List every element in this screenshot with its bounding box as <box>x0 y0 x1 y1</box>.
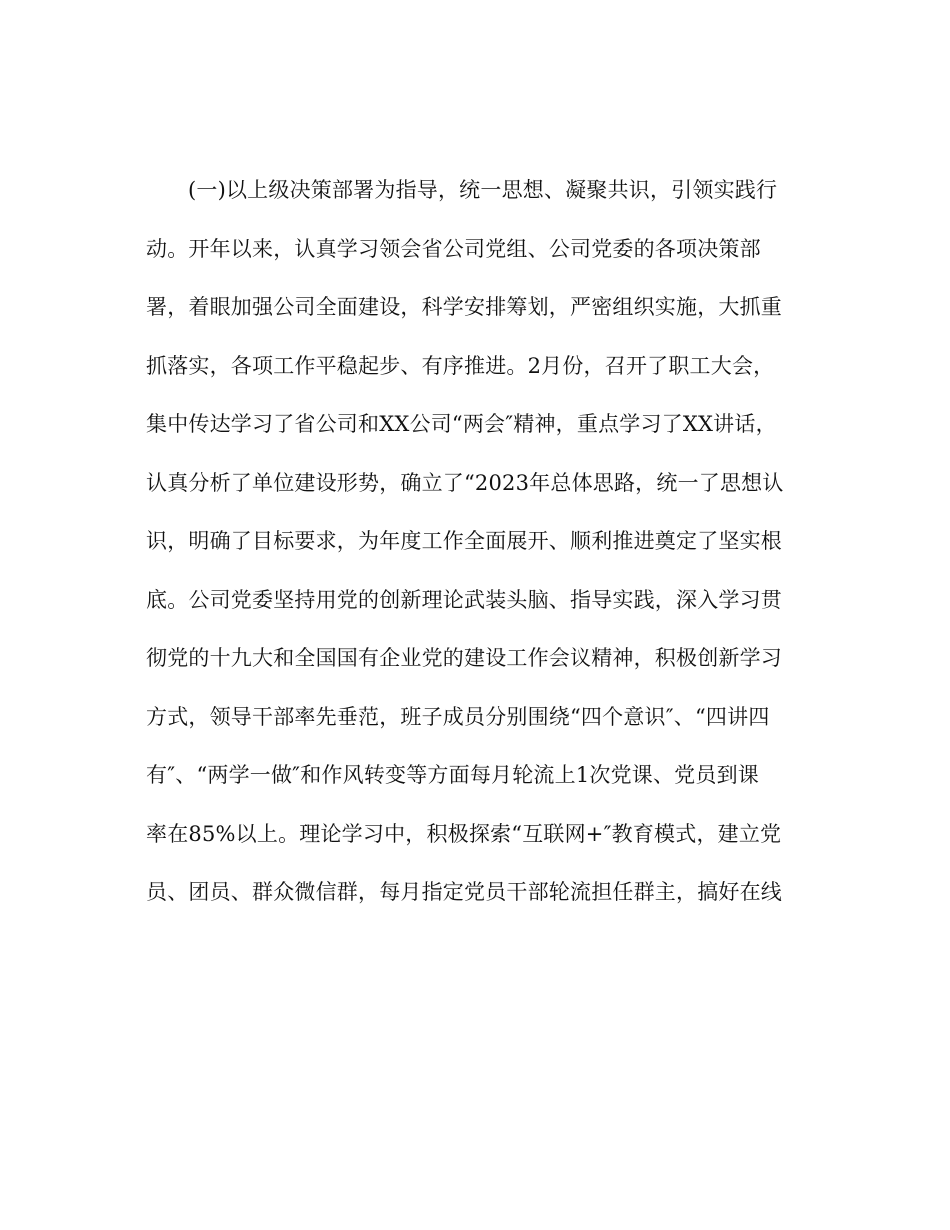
body-text <box>146 170 810 931</box>
text-line: 动。开年以来，认真学习领会省公司党组、公司党委的各项决策部 <box>146 236 761 261</box>
text-line: 率在85%以上。理论学习中，积极探索“互联网+″教育模式，建立党 <box>146 821 782 846</box>
text-line: 有″、“两学一做″和作风转变等方面每月轮流上1次党课、党员到课 <box>146 763 759 787</box>
text-line: 员、团员、群众微信群，每月指定党员干部轮流担任群主，搞好在线 <box>146 880 782 904</box>
text-line: 识，明确了目标要求，为年度工作全面展开、顺利推进奠定了坚实根 <box>146 529 782 553</box>
text-line: 认真分析了单位建设形势，确立了“2023年总体思路，统一了思想认 <box>146 470 784 495</box>
text-line: 集中传达学习了省公司和XX公司“两会″精神，重点学习了XX讲话， <box>146 412 777 436</box>
text-line: 署，着眼加强公司全面建设，科学安排筹划，严密组织实施，大抓重 <box>146 295 782 319</box>
text-line: 底。公司党委坚持用党的创新理论武装头脑、指导实践，深入学习贯 <box>146 587 782 612</box>
text-line: (一)以上级决策部署为指导，统一思想、凝聚共识，引领实践行 <box>188 178 778 202</box>
text-line: 方式，领导干部率先垂范，班子成员分别围绕“四个意识″、“四讲四 <box>146 704 770 729</box>
text-line: 彻党的十九大和全国国有企业党的建设工作会议精神，积极创新学习 <box>146 646 782 670</box>
text-line: 抓落实，各项工作平稳起步、有序推进。2月份，召开了职工大会， <box>146 353 775 378</box>
